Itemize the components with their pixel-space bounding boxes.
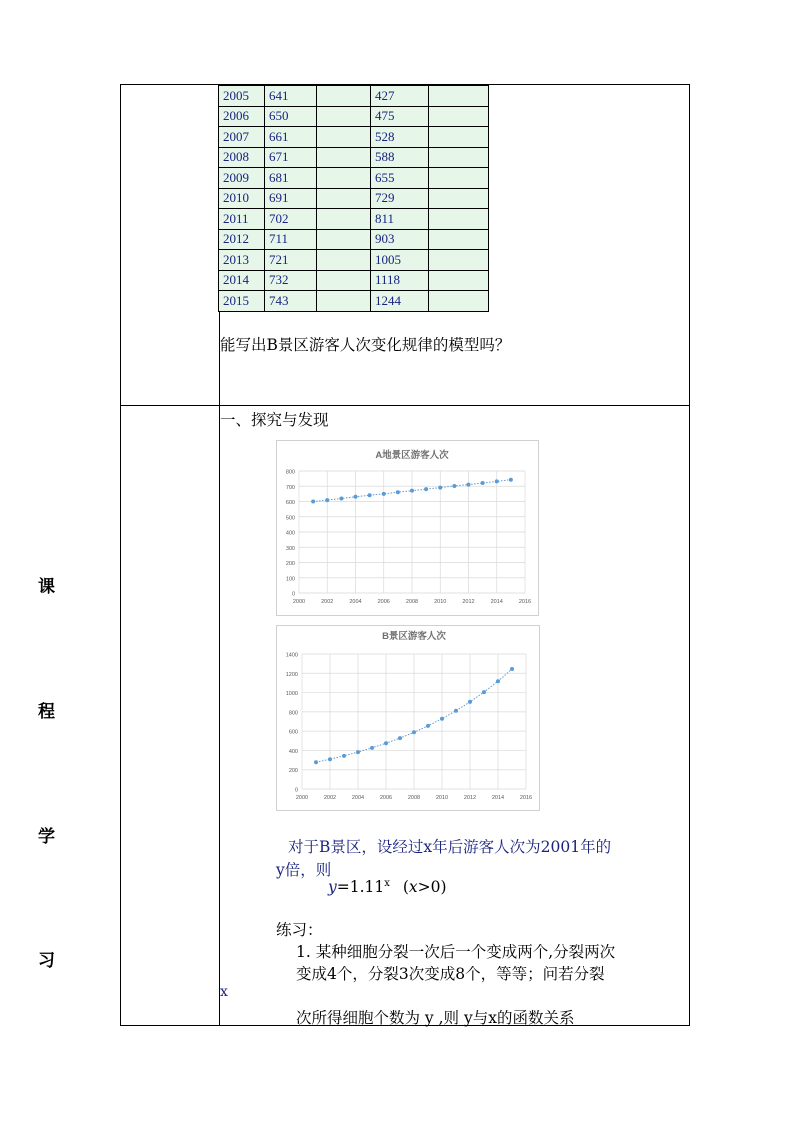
y-tick-label: 200 [285,561,295,567]
paragraph-text: y倍，则 [276,861,332,879]
table-row [219,147,489,168]
table-cell: 2015 [219,291,265,312]
row-divider [121,405,689,406]
x-tick-label: 2000 [292,599,306,605]
x-tick-label: 2012 [463,795,477,801]
data-point [468,700,472,704]
data-point [496,679,500,683]
y-tick-label: 100 [285,576,295,583]
practice-line [296,1006,574,1028]
table-cell: 650 [265,106,317,127]
table-cell [429,250,489,271]
x-tick-label: 2002 [323,795,337,801]
x-tick-label: 2014 [491,795,505,801]
practice-var: x [220,984,228,1000]
table-cell: 641 [265,86,317,107]
formula-cond-var: x [408,878,418,897]
data-point [495,479,499,483]
table-cell: 1005 [371,250,429,271]
table-cell: 729 [371,188,429,209]
y-tick-label: 600 [285,500,295,506]
table-row [219,168,489,189]
table-cell [429,229,489,250]
chart-title: A地景区游客人次 [375,450,449,461]
table-cell: 528 [371,127,429,148]
table-cell [317,86,371,107]
table-cell [429,147,489,168]
table-cell: 2009 [219,168,265,189]
data-point [384,741,388,745]
data-point [339,496,343,500]
table-cell [317,127,371,148]
side-label-char: 习 [38,951,55,971]
data-point [342,754,346,758]
y-tick-label: 1200 [285,671,298,678]
table-row [219,270,489,291]
paragraph-text: 对于B景区，设经过x年后游客人次为2001年的 [288,838,612,856]
table-row [219,250,489,271]
data-point [424,487,428,491]
table-cell [317,250,371,271]
table-cell [317,188,371,209]
data-point [398,736,402,740]
table-cell: 711 [265,229,317,250]
practice-title: 练习： [276,921,323,939]
table-cell: 743 [265,291,317,312]
x-tick-label: 2014 [490,599,503,605]
visitor-data-table [218,85,489,312]
data-point [314,760,318,764]
formula-cond-open: ( [402,878,409,897]
formula [328,878,447,896]
x-tick-label: 2016 [518,599,532,605]
y-tick-label: 800 [288,710,298,717]
data-point [467,483,471,487]
data-point [382,492,386,496]
table-cell [317,168,371,189]
table-cell: 1118 [371,270,429,291]
x-tick-label: 2006 [379,795,393,801]
data-point [368,493,372,497]
x-tick-label: 2008 [407,795,421,801]
y-tick-label: 500 [285,515,295,522]
y-tick-label: 0 [294,787,298,794]
table-cell [429,106,489,127]
y-tick-label: 1000 [285,691,298,698]
paragraph-line [288,835,611,857]
table-cell: 903 [371,229,429,250]
table-cell: 721 [265,250,317,271]
practice-line [296,962,605,984]
chart-b [276,625,540,811]
x-tick-label: 2008 [405,599,419,605]
data-point [438,486,442,490]
x-tick-label: 2016 [519,795,533,801]
table-cell [317,147,371,168]
table-cell: 671 [265,147,317,168]
table-cell [429,209,489,230]
table-cell: 681 [265,168,317,189]
side-label-char: 程 [38,702,55,722]
table-cell: 661 [265,127,317,148]
y-tick-label: 700 [285,484,295,491]
formula-exponent: x [384,878,390,889]
side-label-char: 学 [38,827,55,847]
x-tick-label: 2000 [295,795,309,801]
table-cell: 1244 [371,291,429,312]
table-row [219,229,489,250]
practice-text: 变成4个，分裂3次变成8个，等等；问若分裂 [296,965,605,983]
y-tick-label: 800 [285,469,295,476]
data-point [370,746,374,750]
y-tick-label: 400 [285,530,295,537]
table-row [219,209,489,230]
data-point [311,500,315,504]
table-cell [429,127,489,148]
data-point [328,757,332,761]
table-row [219,106,489,127]
table-cell: 2007 [219,127,265,148]
chart-title: B景区游客人次 [382,631,446,642]
table-cell [317,291,371,312]
table-cell [429,270,489,291]
data-point [325,498,329,502]
table-row [219,291,489,312]
x-tick-label: 2004 [351,795,365,801]
data-point [354,495,358,499]
data-point [356,750,360,754]
y-tick-label: 300 [285,545,295,552]
table-cell: 427 [371,86,429,107]
paragraph-line [276,858,331,880]
table-cell: 2010 [219,188,265,209]
x-tick-label: 2010 [435,795,449,801]
table-cell: 2006 [219,106,265,127]
data-point [510,667,514,671]
x-tick-label: 2002 [321,599,334,605]
practice-text: 1. 某种细胞分裂一次后一个变成两个,分裂两次 [296,943,616,961]
table-cell: 2008 [219,147,265,168]
x-tick-label: 2006 [377,599,390,605]
x-tick-label: 2012 [462,599,475,605]
data-point [509,478,513,482]
chart-b-svg [277,626,539,810]
table-cell: 691 [265,188,317,209]
data-point [412,730,416,734]
table-cell: 655 [371,168,429,189]
question-text: 能写出B景区游客人次变化规律的模型吗？ [220,336,511,354]
formula-cond-rest: >0) [417,878,447,897]
formula-var: y [328,878,337,897]
table-cell: 2014 [219,270,265,291]
practice-line [296,940,615,962]
data-point [454,709,458,713]
table-row [219,86,489,107]
table-row [219,127,489,148]
data-point [482,690,486,694]
table-cell [317,270,371,291]
y-tick-label: 1400 [285,652,298,659]
data-point [426,724,430,728]
table-cell: 2005 [219,86,265,107]
table-cell: 2013 [219,250,265,271]
data-point [396,490,400,494]
data-point [440,717,444,721]
x-tick-label: 2004 [349,599,362,605]
practice-text: 次所得细胞个数为 y ,则 y与x的函数关系 [296,1009,575,1027]
table-cell [429,291,489,312]
table-cell [429,188,489,209]
section-title: 一、探究与发现 [220,411,329,429]
table-cell: 732 [265,270,317,291]
x-tick-label: 2010 [434,599,447,605]
table-cell: 811 [371,209,429,230]
data-point [410,489,414,493]
table-cell: 702 [265,209,317,230]
y-tick-label: 400 [288,748,298,755]
table-cell [317,229,371,250]
table-cell: 475 [371,106,429,127]
chart-a-svg [277,441,538,615]
y-tick-label: 200 [288,768,298,775]
table-cell [429,86,489,107]
table-cell [429,168,489,189]
table-cell: 588 [371,147,429,168]
table-row [219,188,489,209]
data-point [452,484,456,488]
data-point [481,481,485,485]
chart-a [276,440,539,616]
y-tick-label: 600 [288,729,298,736]
table-cell [317,209,371,230]
table-cell: 2011 [219,209,265,230]
side-label-char: 课 [38,577,55,597]
y-tick-label: 0 [291,591,295,598]
table-cell [317,106,371,127]
formula-base: =1.11 [336,878,385,897]
table-cell: 2012 [219,229,265,250]
